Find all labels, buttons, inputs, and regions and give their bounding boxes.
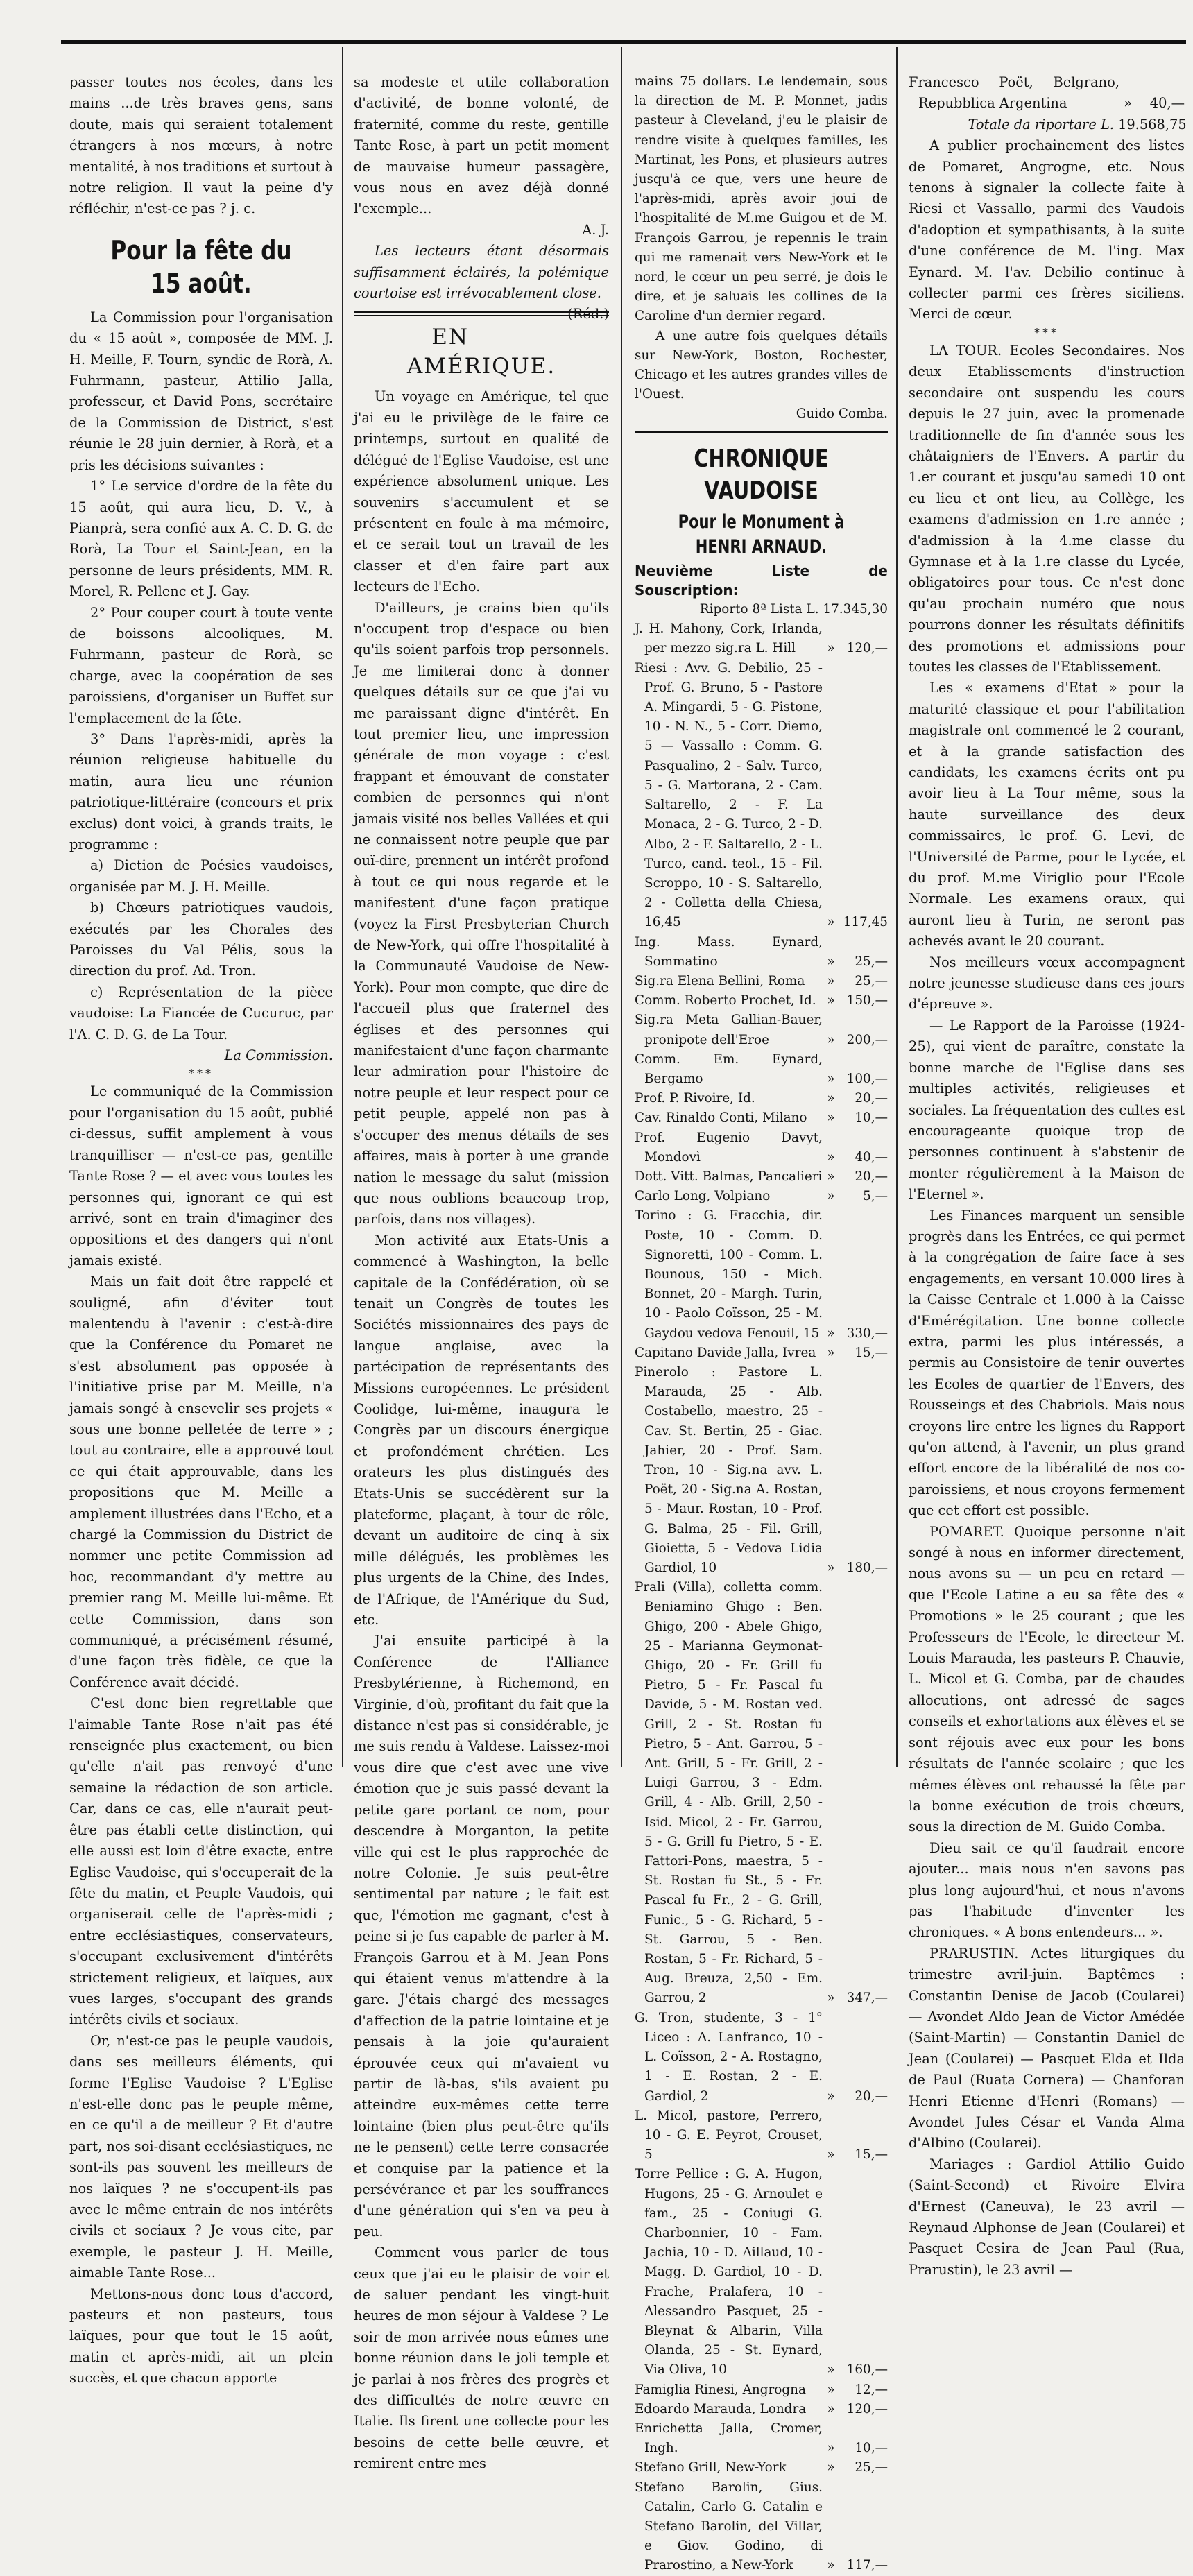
- column-divider: [621, 47, 622, 1767]
- list-item-text: Comm. Em. Eynard, Bergamo: [635, 1051, 823, 1086]
- riporto-line: Riporto 8ª Lista L. 17.345,30: [699, 602, 888, 617]
- article-title: EN AMÉRIQUE.: [406, 325, 556, 379]
- list-item: Sig.ra Elena Bellini, Roma » 25,—: [635, 972, 888, 991]
- list-item: Riesi : Avv. G. Debilio, 25 - Prof. G. Bruno, 5 - Pastore A. Mingardi, 5 - G. Pistone, 10 - N. N., 5 - Corr. Diemo, 5 — Vassallo : Comm. G. Pasqualino, 2 - Salv. Turco, 5 - G. Martorana, 2 - Cam. Saltarello, 2 - F. La Monaca, 2 - G. Turco, 2 - D. Albo, 2 - F. Saltarello, 2 - L. Turco, cand. teol., 15 - Fil. Scroppo, 10 - S. Saltarello, 2 - Colletta della Chiesa, 16,45 » 117,45: [635, 659, 888, 933]
- paragraph: A une autre fois quelques détails sur New-York, Boston, Rochester, Chicago et les autres grandes villes de l'Ouest.: [635, 328, 888, 402]
- paragraph: La Commission pour l'organisation du « 15 août », composée de MM. J. H. Meille, F. Tourn, syndic de Rorà, A. Fuhrmann, pasteur, Attilio Jalla, professeur, et David Pons, secrétaire de la Commission de District, s'est réunie le 28 juin dernier, à Rorà, et a pris les décisions suivantes :: [69, 309, 333, 473]
- list-item-amount: 20,—: [855, 1169, 888, 1184]
- list-item-amount: 117,45: [843, 915, 888, 930]
- list-item-amount: 120,—: [846, 2401, 888, 2416]
- list-item-text: Comm. Roberto Prochet, Id.: [635, 993, 816, 1008]
- list-item-text: Stefano Grill, New-York: [635, 2460, 787, 2475]
- list-item-amount: 15,—: [855, 2147, 888, 2163]
- list-item-amount: 120,—: [846, 641, 888, 656]
- column-3: [635, 72, 888, 2576]
- list-item: Cav. Rinaldo Conti, Milano » 10,—: [635, 1108, 888, 1128]
- column-divider: [896, 47, 898, 1767]
- list-item-amount: 10,—: [855, 2441, 888, 2456]
- list-item-text: Famiglia Rinesi, Angrogna: [635, 2382, 806, 2397]
- paragraph: Un voyage en Amérique, tel que j'ai eu le privilège de le faire ce printemps, surtout en qualité de délégué de l'Eglise Vaudoise, est une expérience absolument unique. Les souvenirs s'accumulent et se présentent en foule à ma mémoire, et ce serait tout un travail de les classer et d'en faire part aux lecteurs de l'Echo.: [354, 388, 609, 595]
- list-item-text: Prali (Villa), colletta comm. Beniamino Ghigo : Ben. Ghigo, 200 - Abele Ghigo, 25 - Marianna Geymonat-Ghigo, 20 - Fr. Grill fu Pietro, 5 - Fr. Pascal fu Davide, 5 - M. Rostan ved. Grill, 2 - St. Rostan fu Pietro, 5 - Ant. Garrou, 5 - Ant. Grill, 5 - Fr. Grill, 2 - Luigi Garrou, 3 - Edm. Grill, 4 - Alb. Grill, 2,50 - Isid. Micol, 2 - Fr. Garrou, 5 - G. Grill fu Pietro, 5 - E. Fattori-Pons, maestra, 5 - St. Rostan fu St., 5 - Fr. Pascal fu Fr., 2 - G. Grill, Funic., 5 - G. Richard, 5 - St. Garrou, 5 - Ben. Rostan, 5 - Fr. Richard, 5 - Aug. Breuza, 2,50 - Em. Garrou, 2: [635, 1580, 823, 2006]
- list-item-amount: 200,—: [846, 1032, 888, 1047]
- list-item-text: Stefano Barolin, Gius. Catalin, Carlo G. Catalin e Stefano Barolin, del Villar, e Giov. Godino, di Prarostino, a New-York: [635, 2480, 823, 2573]
- paragraph: D'ailleurs, je crains bien qu'ils n'occupent trop d'espace ou bien qu'ils soient parfois trop personnels. Je me limiterai donc à donner quelques détails sur ce que j'ai vu me paraissant digne d'intérêt. En tout premier lieu, une impression générale de mon voyage : c'est frappant et émouvant de constater combien de personnes qui n'ont jamais visité nos belles Vallées et qui ne connaissent notre peuple que par ouï-dire, prennent un intérêt profond à tout ce qui nous regarde et le manifestent d'une façon pratique (voyez la First Presbyterian Church de New-York, qui offre l'hospitalité à la Communauté Vaudoise de New-York). Pour mon compte, que dire de l'accueil plus que fraternel des églises et des personnes qui manifestaient d'une façon charmante leur admiration pour l'histoire de notre peuple et leur respect pour ce petit peuple, appelé non pas à s'occuper des menus détails de ses affaires, mais à porter à une grande nation le message du salut (mission que nous oublions beaucoup trop, parfois, dans nos villages).: [354, 599, 609, 1228]
- list-item-text: Capitano Davide Jalla, Ivrea: [635, 1345, 816, 1360]
- paragraph: Mon activité aux Etats-Unis a commencé à Washington, la belle capitale de la Confédération, où se tenait un Congrès de toutes les Sociétés missionnaires des pays de langue anglaise, avec la partécipation de représentants des Missions européennes. Le président Coolidge, lui-même, inaugura le Congrès par un discours énergique et profondément chrétien. Les orateurs les plus distingués des Etats-Unis se succédèrent sur la plateforme, plaçant, à tour de rôle, devant un auditoire de cinq à six mille délégués, les problèmes les plus urgents de la Chine, des Indes, de l'Afrique, de l'Amérique du Sud, etc.: [354, 1232, 609, 1629]
- list-item-amount: 330,—: [846, 1325, 888, 1341]
- list-item: G. Tron, studente, 3 - 1° Liceo : A. Lanfranco, 10 - L. Coïsson, 2 - A. Rostagno, 1 - E. Rostan, 2 - E. Gardiol, 2 » 20,—: [635, 2009, 888, 2106]
- list-item-amount: 15,—: [855, 1345, 888, 1360]
- total-line: Totale da riportare L. 19.568,75: [968, 116, 1187, 132]
- editor-note: Les lecteurs étant désormais suffisamment éclairés, la polémique courtoise est irrévocablement close. (Réd.): [354, 243, 609, 323]
- signature: Guido Comba.: [796, 406, 888, 422]
- list-item-amount: 100,—: [846, 1071, 888, 1086]
- list-item-text: Ing. Mass. Eynard, Sommatino: [635, 934, 823, 969]
- list-item-text: Pinerolo : Pastore L. Marauda, 25 - Alb. Costabello, maestro, 25 - Cav. St. Bertin, 25 - Giac. Jahier, 20 - Prof. Sam. Tron, 10 - Sig.na avv. L. Poët, 20 - Sig.na A. Rostan, 5 - Maur. Rostan, 10 - Prof. G. Balma, 25 - Fil. Grill, Gioietta, 5 - Vedova Lidia Gardiol, 10: [635, 1364, 823, 1576]
- paragraph: Or, n'est-ce pas le peuple vaudois, dans ses meilleurs éléments, qui forme l'Eglise Vaudoise ? L'Eglise n'est-elle donc pas le peuple même, en ce qu'il a de meilleur ? Et d'autre part, nos soi-disant ecclésiastiques, ne sont-ils pas souvent les meilleurs de nos laïques ? ne s'occupent-ils pas avec le même entrain de nos intérêts civils et sociaux ? Je vous cite, par exemple, le pasteur J. H. Meille, aimable Tante Rose...: [69, 2032, 333, 2281]
- paragraph: LA TOUR. Ecoles Secondaires. Nos deux Etablissements d'instruction secondaire ont suspendu les cours depuis le 27 juin, avec la promenade traditionnelle de fin d'année sous les châtaigniers de l'Envers. A partir du 1.er courant et jusqu'au samedi 10 ont eu lieu et ont lieu, au Collège, les examens d'admission en 1.re année ; d'admission à la 4.me classe du Gymnase et à la 1.re classe du Lycée, obligatoires pour tous. Ce n'est donc qu'au prochain numéro que nous pourrons donner les résultats définitifs des promotions et admissions pour toutes les classes de l'Etablissement.: [909, 342, 1185, 675]
- list-item-text: Dott. Vitt. Balmas, Pancalieri: [635, 1169, 823, 1184]
- list-item: Capitano Davide Jalla, Ivrea » 15,—: [635, 1343, 888, 1363]
- list-item: Comm. Roberto Prochet, Id. » 150,—: [635, 991, 888, 1011]
- list-item-text: J. H. Mahony, Cork, Irlanda, per mezzo sig.ra L. Hill: [635, 621, 823, 656]
- list-item: Famiglia Rinesi, Angrogna » 12,—: [635, 2380, 888, 2400]
- list-item: Torino : G. Fracchia, dir. Poste, 10 - Comm. D. Signoretti, 100 - Comm. L. Bounous, 150 - Mich. Bonnet, 20 - Margh. Turin, 10 - Paolo Coïsson, 25 - M. Gaydou vedova Fenouil, 15 » 330,—: [635, 1206, 888, 1343]
- list-item-text: Carlo Long, Volpiano: [635, 1189, 771, 1204]
- list-item-amount: 5,—: [863, 1189, 888, 1204]
- list-item: Prof. P. Rivoire, Id. » 20,—: [635, 1089, 888, 1108]
- list-item-amount: 25,—: [855, 954, 888, 969]
- list-item: Stefano Barolin, Gius. Catalin, Carlo G. Catalin e Stefano Barolin, del Villar, e Giov. Godino, di Prarostino, a New-York » 117,—: [635, 2478, 888, 2576]
- list-item-text: L. Micol, pastore, Perrero, 10 - G. E. Peyrot, Crouset, 5: [635, 2108, 823, 2163]
- article-continuation: sa modeste et utile collaboration d'activité, de bonne volonté, de fraternité, comme du reste, gentille Tante Rose, à part un petit moment de mauvaise humeur passagère, vous nous en avez déjà donné l'exemple...: [354, 74, 609, 217]
- section-rule: [635, 431, 888, 436]
- list-item: Prof. Eugenio Davyt, Mondovì » 40,—: [635, 1128, 888, 1167]
- list-item: Sig.ra Meta Gallian-Bauer, pronipote dell'Eroe » 200,—: [635, 1011, 888, 1049]
- list-subtitle: Neuvième Liste de Souscription:: [635, 562, 888, 599]
- list-item: Carlo Long, Volpiano » 5,—: [635, 1187, 888, 1206]
- section-title: CHRONIQUE VAUDOISE: [694, 444, 829, 505]
- list-item-amount: 20,—: [855, 2088, 888, 2104]
- list-item-text: G. Tron, studente, 3 - 1° Liceo : A. Lanfranco, 10 - L. Coïsson, 2 - A. Rostagno, 1 - E. Rostan, 2 - E. Gardiol, 2: [635, 2010, 823, 2104]
- paragraph: Mais un fait doit être rappelé et souligné, afin d'éviter tout malentendu à l'avenir : c'est-à-dire que la Conférence du Pomaret ne s'est absolument pas opposée à l'initiative prise par M. Meille, n'a jamais songé à ensevelir ses projets « sous une bonne pelletée de terre » ; tout au contraire, elle a approuvé tout ce qui était approuvable, dans les propositions que M. Meille a amplement illustrées dans l'Echo, et a chargé la Commission du District de nommer une petite Commission ad hoc, recommandant d'y mettre au premier rang M. Meille lui-même. Et cette Commission, dans son communiqué, a précisément résumé, d'une façon très fidèle, ce que la Conférence avait décidé.: [69, 1273, 333, 1690]
- list-item-text: Prof. P. Rivoire, Id.: [635, 1091, 755, 1106]
- paragraph: J'ai ensuite participé à la Conférence de l'Alliance Presbytérienne, à Richemond, en Virginie, d'où, profitant du fait que la distance n'est pas si considérable, je me suis rendu à Valdese. Laissez-moi vous dire que c'est avec une vive émotion que je suis passé devant la petite gare portant ce nom, pour descendre à Morganton, la petite ville qui est le plus rapprochée de notre Colonie. Je suis peut-être sentimental par nature ; le fait est que, l'émotion me gagnant, c'est à peine si je fus capable de parler à M. François Garrou et à M. Jean Pons qui étaient venus m'attendre à la gare. J'étais chargé des messages d'affection de la patrie lointaine et je pensais à la joie qu'auraient éprouvée ceux qui m'avaient vu partir de là-bas, s'ils avaient pu atteindre eux-mêmes cette terre lointaine (bien plus peut-être qu'ils ne le pensent) cette terre consacrée et conquise par la patience et la persévérance et par les souffrances d'une génération qui s'en va peu à peu.: [354, 1633, 609, 2240]
- list-item-text: Sig.ra Meta Gallian-Bauer, pronipote dell'Eroe: [635, 1013, 823, 1047]
- list-item: Pinerolo : Pastore L. Marauda, 25 - Alb. Costabello, maestro, 25 - Cav. St. Bertin, 25 - Giac. Jahier, 20 - Prof. Sam. Tron, 10 - Sig.na avv. L. Poët, 20 - Sig.na A. Rostan, 5 - Maur. Rostan, 10 - Prof. G. Balma, 25 - Fil. Grill, Gioietta, 5 - Vedova Lidia Gardiol, 10 » 180,—: [635, 1363, 888, 1578]
- list-item-text: Torre Pellice : G. A. Hugon, Hugons, 25 - G. Arnoulet e fam., 25 - Coniugi G. Charbonnier, 10 - Fam. Jachia, 10 - D. Aillaud, 10 - Magg. D. Gardiol, 10 - D. Frache, Pralafera, 10 - Alessandro Pasquet, 25 - Bleynat & Albarin, Villa Olanda, 25 - St. Eynard, Via Oliva, 10: [635, 2167, 823, 2378]
- paragraph: a) Diction de Poésies vaudoises, organisée par M. J. H. Meille.: [69, 857, 333, 895]
- list-item-text: Edoardo Marauda, Londra: [635, 2401, 807, 2416]
- column-2: [354, 72, 609, 2475]
- list-item-amount: 347,—: [846, 1991, 888, 2006]
- list-item: J. H. Mahony, Cork, Irlanda, per mezzo sig.ra L. Hill » 120,—: [635, 619, 888, 658]
- list-item-text: Cav. Rinaldo Conti, Milano: [635, 1110, 807, 1126]
- paragraph: POMARET. Quoique personne n'ait songé à nous en informer directement, nous avons su — un peu en retard — que l'Ecole Latine a eu sa fête des « Promotions » le 25 courant ; que les Professeurs de l'Ecole, le directeur M. Louis Marauda, les pasteurs P. Chauvie, L. Micol et G. Comba, par de chaudes allocutions, ont adressé de sages conseils et exhortations aux élèves et se sont réjouis avec eux pour les bons résultats de l'année scolaire ; que les mêmes élèves ont rehaussé la fête par la bonne exécution de trois chœurs, sous la direction de M. Guido Comba.: [909, 1523, 1185, 1835]
- paragraph: Nos meilleurs vœux accompagnent notre jeunesse studieuse dans ces jours d'épreuve ».: [909, 954, 1185, 1013]
- separator-stars: ***: [1034, 325, 1059, 339]
- list-item-text: Riesi : Avv. G. Debilio, 25 - Prof. G. Bruno, 5 - Pastore A. Mingardi, 5 - G. Pistone, 10 - N. N., 5 - Corr. Diemo, 5 — Vassallo : Comm. G. Pasqualino, 2 - Salv. Turco, 5 - G. Martorana, 2 - Cam. Saltarello, 2 - F. La Monaca, 2 - G. Turco, 2 - D. Albo, 2 - F. Saltarello, 2 - L. Turco, cand. teol., 15 - Fil. Scroppo, 10 - S. Saltarello, 2 - Colletta della Chiesa, 16,45: [635, 660, 823, 930]
- separator-stars: ***: [189, 1067, 214, 1081]
- paragraph: Comment vous parler de tous ceux que j'ai eu le plaisir de voir et de saluer pendant les vingt-huit heures de mon séjour à Valdese ? Le soir de mon arrivée nous eûmes une bonne réunion dans le joli temple et je parlai à nos frères des progrès et des difficultés de notre œuvre en Italie. Ils firent une collecte pour les besoins de cette belle œuvre, et remirent entre mes: [354, 2244, 609, 2472]
- article-continuation: mains 75 dollars. Le lendemain, sous la direction de M. P. Monnet, jadis pasteur à Cleveland, j'eu le plaisir de rendre visite à quelques familles, les Martinat, les Pons, et plusieurs autres jusqu'à ce que, vers une heure de l'après-midi, après avoir joui de l'hospitalité de M.me Guigou et de M. François Garrou, je repennis le train qui me ramenait vers New-York et le nord, le cœur un peu serré, je dois le dire, et je saluais les collines de la Caroline d'un dernier regard.: [635, 74, 888, 324]
- list-item-text: Torino : G. Fracchia, dir. Poste, 10 - Comm. D. Signoretti, 100 - Comm. L. Bounous, 150 - Mich. Bonnet, 20 - Margh. Turin, 10 - Paolo Coïsson, 25 - M. Gaydou vedova Fenouil, 15: [635, 1208, 823, 1341]
- paragraph: 3° Dans l'après-midi, après la réunion religieuse habituelle du matin, aura lieu une réunion patriotique-littéraire (concours et prix exclus) dont voici, à grands traits, le programme :: [69, 730, 333, 852]
- paragraph: PRARUSTIN. Actes liturgiques du trimestre avril-juin. Baptêmes : Constantin Denise de Jacob (Coularei) — Avondet Aldo Jean de Victor Amédée (Saint-Martin) — Constantin Daniel de Jean (Coularei) — Pasquet Elda et Ilda de Paul (Ruata Cornera) — Chanforan Henri Etienne d'Henri (Romans) — Avondet Jules César et Vanda Alma d'Albino (Coularei).: [909, 1945, 1185, 2152]
- list-item-amount: 180,—: [846, 1561, 888, 1576]
- article-title: Pour la fête du 15 août.: [110, 234, 292, 299]
- top-rule: [61, 40, 1186, 44]
- article-continuation: passer toutes nos écoles, dans les mains ...de très braves gens, sans doute, mais qui seraient totalement étrangers à nos mœurs, à notre mentalité, à nos traditions et surtout à notre religion. Il vaut la peine d'y réfléchir, n'est-ce pas ? j. c.: [69, 74, 333, 217]
- list-item: Dott. Vitt. Balmas, Pancalieri » 20,—: [635, 1167, 888, 1187]
- paragraph: Mariages : Gardiol Attilio Guido (Saint-Second) et Rivoire Elvira d'Ernest (Caneuva), le 23 avril — Reynaud Alphonse de Jean (Coularei) et Pasquet Cesira de Jean Paul (Rua, Prarustin), le 23 avril —: [909, 2156, 1185, 2278]
- list-item-amount: 40,—: [855, 1149, 888, 1165]
- paragraph: C'est donc bien regrettable que l'aimable Tante Rose n'ait pas été renseignée plus exactement, ou bien qu'elle n'ait pas renvoyé d'une semaine la rédaction de son article. Car, dans ce cas, elle n'aurait peut-être pas établi cette distinction, qui elle aussi est loin d'être exacte, entre Eglise Vaudoise, qui s'occuperait de la fête du matin, et Peuple Vaudois, qui organiserait celle de l'après-midi ; entre ecclésiastiques, conservateurs, s'occupant exclusivement d'intérêts strictement religieux, et laïques, aux vues larges, s'occupant des grands intérêts civils et sociaux.: [69, 1695, 333, 2028]
- list-item: Stefano Grill, New-York » 25,—: [635, 2458, 888, 2478]
- list-item-amount: 12,—: [855, 2382, 888, 2397]
- paragraph: 2° Pour couper court à toute vente de boissons alcooliques, M. Fuhrmann, pasteur de Rorà, se charge, avec la coopération de ses paroissiens, d'organiser un Buffet sur l'emplacement de la fête.: [69, 604, 333, 726]
- paragraph: Mettons-nous donc tous d'accord, pasteurs et non pasteurs, tous laïques, pour que tout le 15 août, matin et après-midi, ait un plein succès, et que chacun apporte: [69, 2285, 333, 2387]
- paragraph: c) Représentation de la pièce vaudoise: La Fiancée de Cucuruc, par l'A. C. D. G. de La Tour.: [69, 984, 333, 1042]
- list-item: Torre Pellice : G. A. Hugon, Hugons, 25 - G. Arnoulet e fam., 25 - Coniugi G. Charbonnier, 10 - Fam. Jachia, 10 - D. Aillaud, 10 - Magg. D. Gardiol, 10 - D. Frache, Pralafera, 10 - Alessandro Pasquet, 25 - Bleynat & Albarin, Villa Olanda, 25 - St. Eynard, Via Oliva, 10 » 160,—: [635, 2165, 888, 2380]
- list-item-text: Enrichetta Jalla, Cromer, Ingh.: [635, 2421, 823, 2456]
- list-item-amount: 20,—: [855, 1091, 888, 1106]
- column-1: [69, 72, 333, 2389]
- paragraph: — Le Rapport de la Paroisse (1924-25), qui vient de paraître, constate la bonne marche de l'Eglise dans ses multiples activités, religieuses et sociales. La fréquentation des cultes est encourageante quoique trop de personnes continuent à s'abstenir de monter régulièrement à la Maison de l'Eternel ».: [909, 1017, 1185, 1203]
- list-item-amount: 117,—: [846, 2558, 888, 2573]
- list-item-text: Prof. Eugenio Davyt, Mondovì: [635, 1130, 823, 1165]
- list-item: Enrichetta Jalla, Cromer, Ingh. » 10,—: [635, 2419, 888, 2458]
- paragraph: Les « examens d'Etat » pour la maturité classique et pour l'abilitation magistrale ont commencé le 2 courant, et à la grande satisfaction des candidats, les examens écrits ont pu avoir lieu à La Tour même, sous la haute surveillance des deux commissaires, le prof. G. Levi, de l'Université de Parme, pour le Lycée, et du prof. M.me Viriglio pour l'Ecole Normale. Les examens oraux, qui auront lieu à Turin, ne seront pas achevés avant le 20 courant.: [909, 680, 1185, 950]
- list-item: Edoardo Marauda, Londra » 120,—: [635, 2400, 888, 2419]
- list-item-amount: 25,—: [855, 973, 888, 988]
- list-item-amount: 25,—: [855, 2460, 888, 2475]
- column-4: [909, 72, 1185, 2281]
- subscription-list: [635, 619, 888, 2575]
- paragraph: 1° Le service d'ordre de la fête du 15 août, qui aura lieu, D. V., à Pianprà, sera confié aux A. C. D. G. de Rorà, La Tour et Saint-Jean, en la personne de leurs présidents, MM. R. Morel, R. Pellenc et J. Gay.: [69, 478, 333, 600]
- list-item: Prali (Villa), colletta comm. Beniamino Ghigo : Ben. Ghigo, 200 - Abele Ghigo, 25 - Marianna Geymonat-Ghigo, 20 - Fr. Grill fu Pietro, 5 - Fr. Pascal fu Davide, 5 - M. Rostan ved. Grill, 2 - St. Rostan fu Pietro, 5 - Ant. Garrou, 5 - Ant. Grill, 5 - Fr. Grill, 2 - Luigi Garrou, 3 - Edm. Grill, 4 - Alb. Grill, 2,50 - Isid. Micol, 2 - Fr. Garrou, 5 - G. Grill fu Pietro, 5 - E. Fattori-Pons, maestra, 5 - St. Rostan fu St., 5 - Fr. Pascal fu Fr., 2 - G. Grill, Funic., 5 - G. Richard, 5 - St. Garrou, 5 - Ben. Rostan, 5 - Fr. Richard, 5 - Aug. Breuza, 2,50 - Em. Garrou, 2 » 347,—: [635, 1578, 888, 2008]
- subsection-title: Pour le Monument à HENRI ARNAUD.: [678, 510, 845, 558]
- list-item-amount: 10,—: [855, 1110, 888, 1126]
- list-item: L. Micol, pastore, Perrero, 10 - G. E. Peyrot, Crouset, 5 » 15,—: [635, 2106, 888, 2165]
- paragraph: Le communiqué de la Commission pour l'organisation du 15 août, publié ci-dessus, suffit amplement à vous tranquilliser — n'est-ce pas, gentille Tante Rose ? — et avec vous toutes les personnes qui, ignorant ce qui est arrivé, sont en train d'imaginer des oppositions et des dangers qui n'ont jamais existé.: [69, 1083, 333, 1269]
- paragraph: Dieu sait ce qu'il faudrait encore ajouter... mais nous n'en savons pas plus long aujourd'hui, et nous n'avons pas l'habitude d'inventer les chroniques. « A bons entendeurs... ».: [909, 1839, 1185, 1941]
- list-item-amount: 150,—: [846, 993, 888, 1008]
- paragraph: b) Chœurs patriotiques vaudois, exécutés par les Chorales des Paroisses du Val Pélis, sous la direction du prof. Ad. Tron.: [69, 900, 333, 979]
- paragraph: Les Finances marquent un sensible progrès dans les Entrées, ce qui permet à la congrégation de faire face à ses engagements, en versant 10.000 lires à la Caisse Centrale et 1.000 à la Caisse d'Emérégitation. Une bonne collecte extra, parmi les plus intéressés, a permis au Consistoire de tenir ouvertes les Ecoles de quartier de l'Envers, des Rousseings et des Chabriols. Mais nous croyons lire entre les lignes du Rapport qu'on attend, à l'avenir, un plus grand effort encore de la libéralité de nos co-paroissiens, et nous croyons fermement que cet effort est possible.: [909, 1207, 1185, 1519]
- list-item-text: Sig.ra Elena Bellini, Roma: [635, 973, 805, 988]
- list-item: Francesco Poët, Belgrano, Repubblica Argentina » 40,—: [909, 74, 1185, 112]
- signature: La Commission.: [224, 1047, 333, 1064]
- list-item: Ing. Mass. Eynard, Sommatino » 25,—: [635, 933, 888, 972]
- list-item: Comm. Em. Eynard, Bergamo » 100,—: [635, 1050, 888, 1089]
- paragraph: A publier prochainement des listes de Pomaret, Angrogne, etc. Nous tenons à signaler la collecte faite à Riesi et Vassallo, parmi des Vaudois d'adoption et sympathisants, à la suite d'une conférence de M. l'ing. Max Eynard. M. l'av. Debilio continue à collecter parmi ces frères siciliens. Merci de cœur.: [909, 137, 1185, 323]
- signature: A. J.: [582, 221, 609, 238]
- list-item-amount: 160,—: [846, 2362, 888, 2378]
- column-divider: [342, 47, 343, 1767]
